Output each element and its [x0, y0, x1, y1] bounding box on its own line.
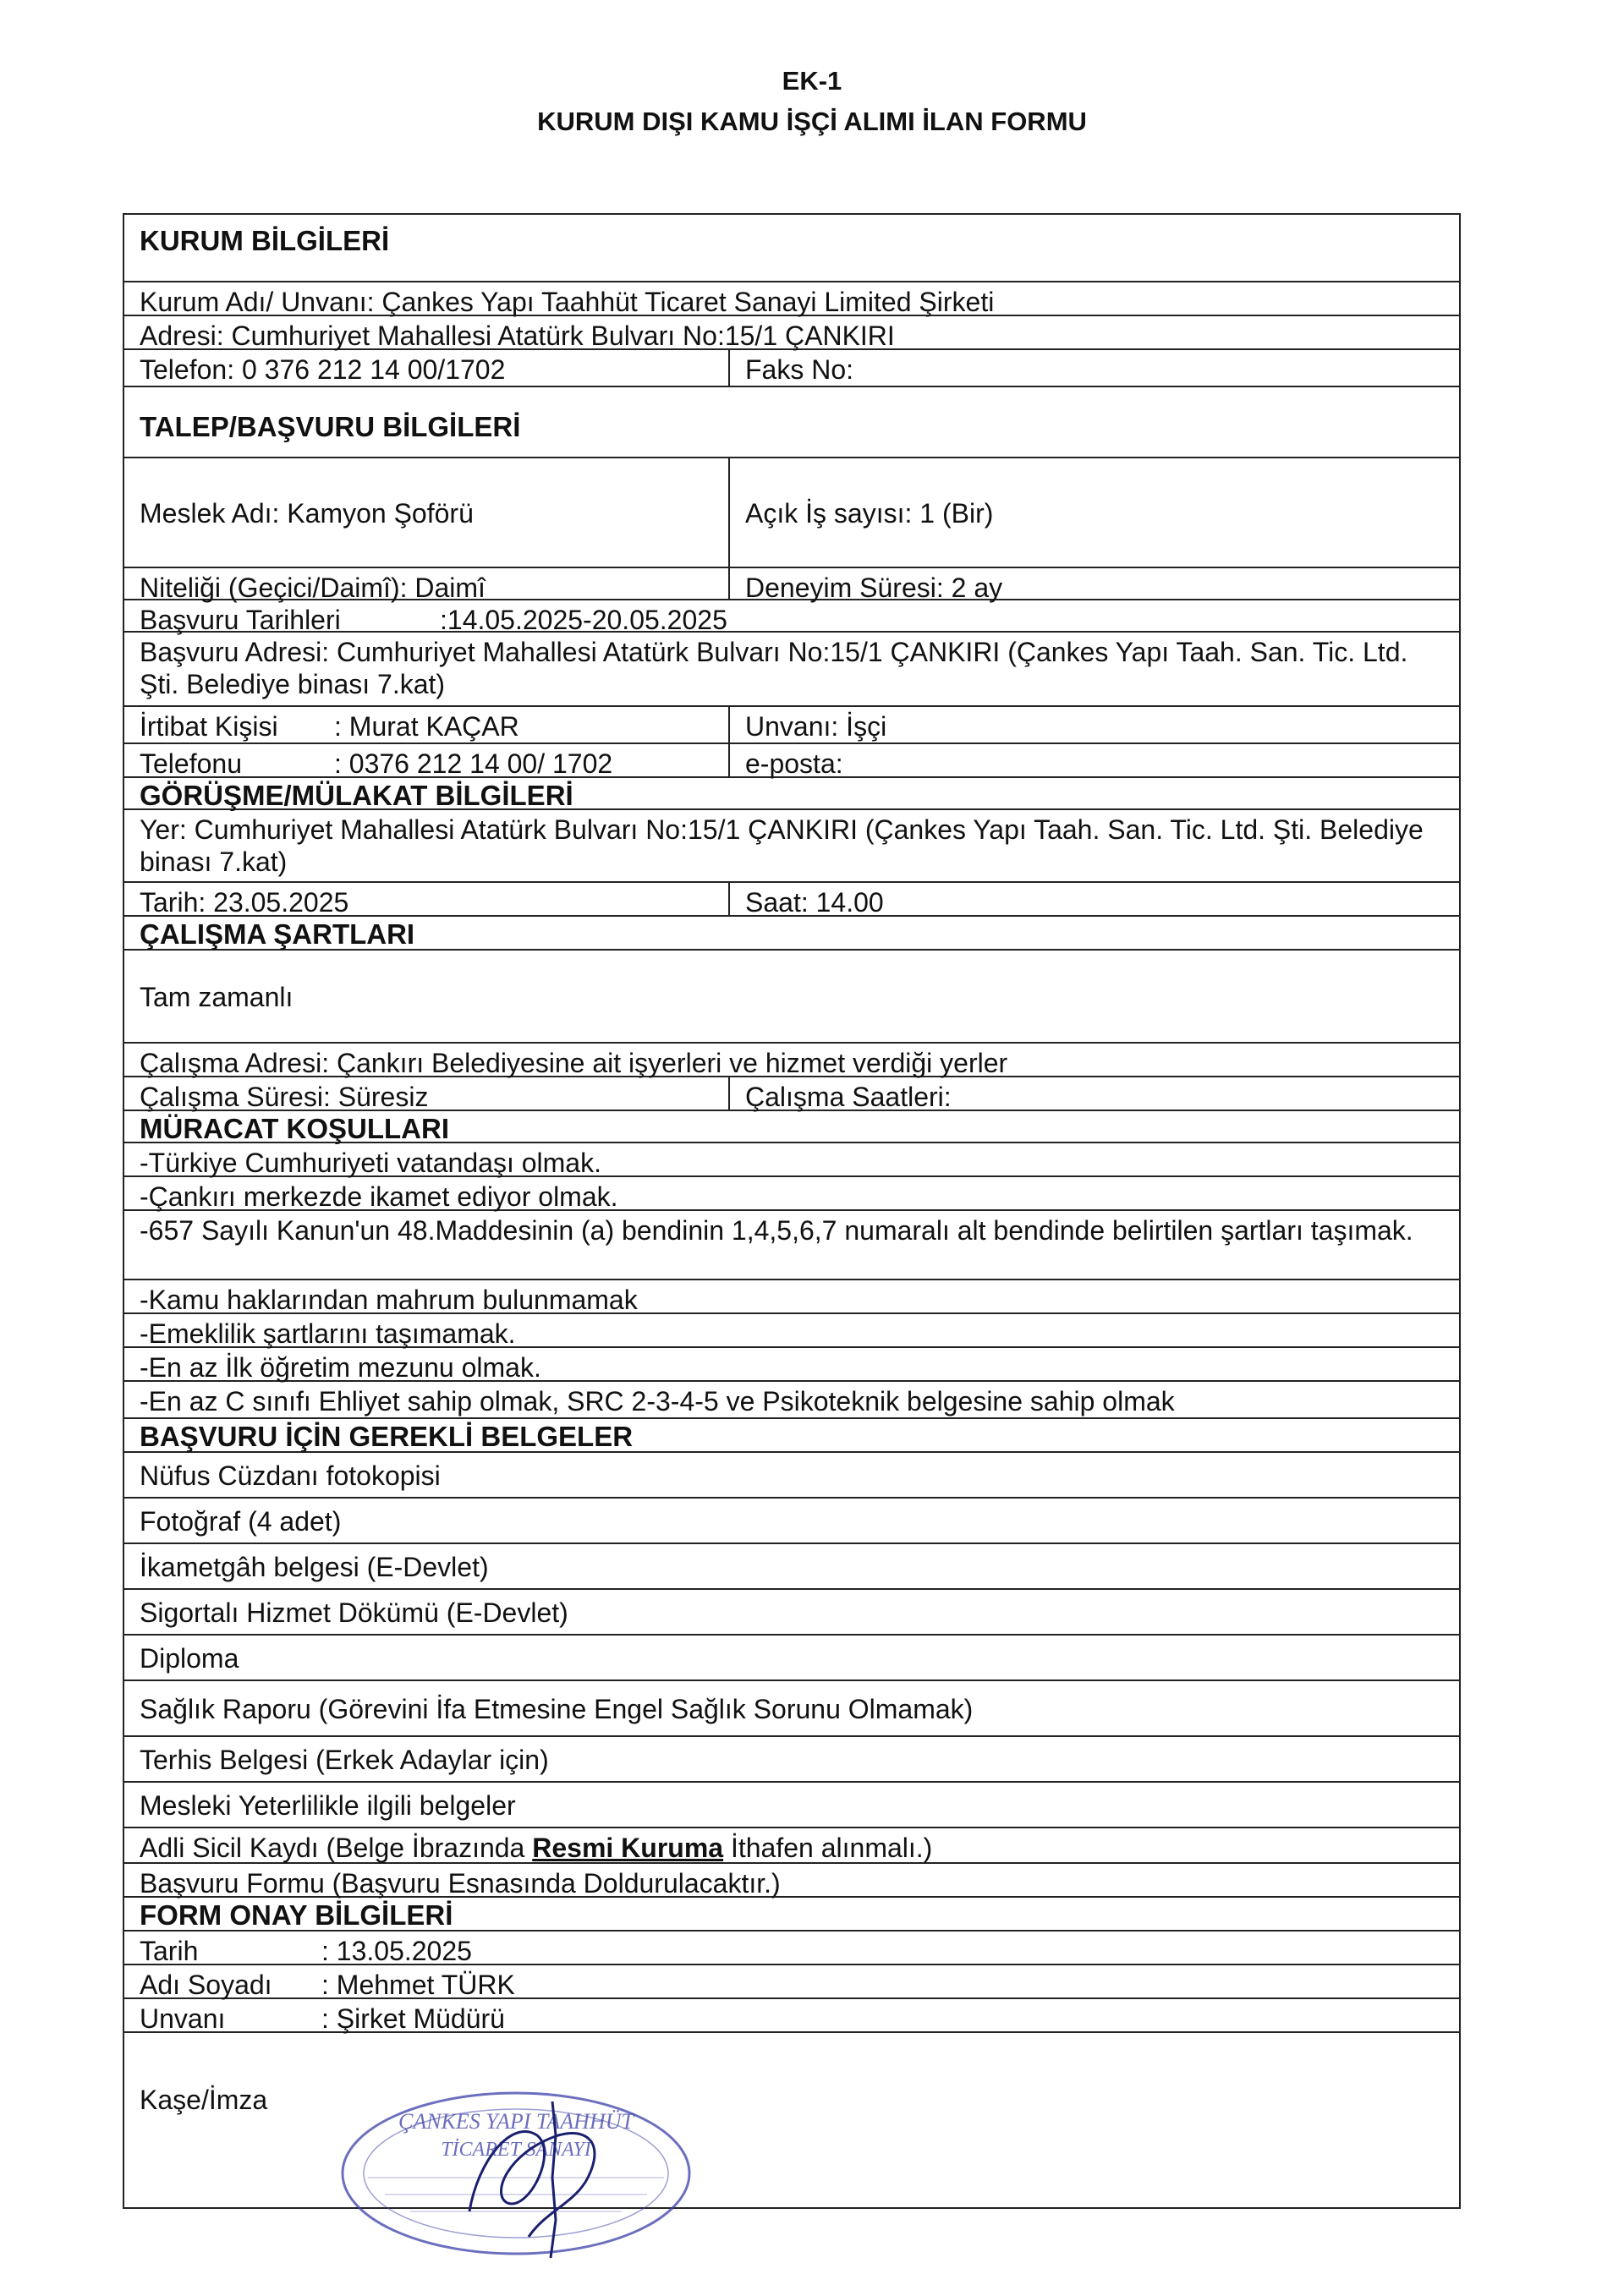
irtibat-value: : Murat KAÇAR: [334, 711, 519, 742]
calisma-suresi: Çalışma Süresi: Süresiz: [124, 1077, 730, 1110]
section-muracat: MÜRACAT KOŞULLARI: [140, 1113, 450, 1144]
adli-sicil: [124, 1828, 1459, 1862]
belge-item: Terhis Belgesi (Erkek Adaylar için): [140, 1745, 549, 1775]
kase-imza: Kaşe/İmza: [140, 2085, 268, 2115]
belge-item: Nüfus Cüzdanı fotokopisi: [140, 1460, 441, 1491]
belge-item: Mesleki Yeterlilikle ilgili belgeler: [140, 1790, 516, 1821]
irtibat-label: İrtibat Kişisi: [140, 711, 278, 742]
onay-unvan: [124, 1999, 1459, 2034]
onay-unvan-value: : Şirket Müdürü: [321, 2003, 505, 2034]
muracat-item: -657 Sayılı Kanun'un 48.Maddesinin (a) bendinin 1,4,5,6,7 numaralı alt bendinde belirtilen şartları taşımak.: [140, 1215, 1413, 1246]
meslek-adi: Meslek Adı: Kamyon Şoförü: [124, 458, 730, 567]
ilan-form: [123, 213, 1461, 2209]
calisma-adresi: Çalışma Adresi: Çankırı Belediyesine ait işyerleri ve hizmet verdiği yerler: [140, 1048, 1008, 1078]
muracat-item: -En az C sınıfı Ehliyet sahip olmak, SRC 2-3-4-5 ve Psikoteknik belgesine sahip olmak: [140, 1386, 1175, 1417]
kurum-adi: Kurum Adı/ Unvanı: Çankes Yapı Taahhüt Ticaret Sanayi Limited Şirketi: [140, 287, 995, 317]
section-onay: FORM ONAY BİLGİLERİ: [140, 1899, 453, 1931]
belge-item: İkametgâh belgesi (E-Devlet): [140, 1552, 489, 1582]
muracat-item: -Türkiye Cumhuriyeti vatandaşı olmak.: [140, 1148, 601, 1178]
calisma-saatleri: Çalışma Saatleri:: [745, 1082, 952, 1112]
kurum-adres: Adresi: Cumhuriyet Mahallesi Atatürk Bulvarı No:15/1 ÇANKIRI: [140, 321, 895, 351]
gorusme-yer: Yer: Cumhuriyet Mahallesi Atatürk Bulvarı No:15/1 ÇANKIRI (Çankes Yapı Taah. San. Tic. Ltd. Şti. Belediye binası 7.kat): [140, 814, 1424, 877]
belge-item: Sigortalı Hizmet Dökümü (E-Devlet): [140, 1597, 568, 1628]
onay-tarih: [124, 1932, 1459, 1964]
section-belgeler: BAŞVURU İÇİN GEREKLİ BELGELER: [140, 1421, 634, 1452]
onay-unvan-label: Unvanı: [140, 2003, 226, 2034]
onay-ad-soyad: [124, 1965, 1459, 2000]
telefon-label: Telefonu: [140, 748, 242, 779]
basvuru-tarihleri-value: :14.05.2025-20.05.2025: [440, 605, 727, 635]
irtibat-unvan: Unvanı: İşçi: [745, 711, 887, 742]
resmi-kuruma-text: Resmi Kuruma: [532, 1833, 724, 1863]
basvuru-tarihleri-label: Başvuru Tarihleri: [140, 605, 341, 635]
belge-item: Diploma: [140, 1643, 239, 1674]
irtibat-kisisi: [124, 707, 730, 743]
eposta: e-posta:: [745, 748, 843, 779]
basvuru-formu: Başvuru Formu (Başvuru Esnasında Doldurulacaktır.): [140, 1868, 781, 1899]
onay-tarih-value: : 13.05.2025: [321, 1936, 472, 1966]
adli-sicil-text-end: İthafen alınmalı.): [723, 1833, 933, 1863]
ek-label: EK-1: [782, 66, 842, 96]
calisma-tur: Tam zamanlı: [140, 982, 294, 1012]
basvuru-adresi: Başvuru Adresi: Cumhuriyet Mahallesi Atatürk Bulvarı No:15/1 ÇANKIRI (Çankes Yapı Taah. San. Tic. Ltd. Şti. Belediye binası 7.kat): [140, 637, 1408, 699]
onay-ad-value: : Mehmet TÜRK: [321, 1970, 515, 2000]
section-talep: TALEP/BAŞVURU BİLGİLERİ: [140, 411, 521, 442]
form-title: KURUM DIŞI KAMU İŞÇİ ALIMI İLAN FORMU: [537, 107, 1087, 136]
section-kurum: KURUM BİLGİLERİ: [140, 225, 390, 256]
stamp-text-1: ÇANKES YAPI TAAHHÜT: [398, 2109, 634, 2134]
gorusme-saat: Saat: 14.00: [745, 887, 884, 918]
nitelik: Niteliği (Geçici/Daimî): Daimî: [124, 568, 730, 599]
section-gorusme: GÖRÜŞME/MÜLAKAT BİLGİLERİ: [140, 780, 573, 811]
acik-is-sayisi: Açık İş sayısı: 1 (Bir): [745, 498, 994, 529]
company-stamp-signature: [334, 2085, 698, 2262]
muracat-item: -Çankırı merkezde ikamet ediyor olmak.: [140, 1181, 618, 1212]
kurum-faks: Faks No:: [745, 354, 854, 385]
gorusme-tarih: Tarih: 23.05.2025: [124, 883, 730, 915]
adli-sicil-text: Adli Sicil Kaydı (Belge İbrazında: [140, 1833, 533, 1863]
muracat-item: -Emeklilik şartlarını taşımamak.: [140, 1318, 516, 1349]
belge-item: Sağlık Raporu (Görevini İfa Etmesine Engel Sağlık Sorunu Olmamak): [140, 1694, 974, 1724]
stamp-text-2: TİCARET SANAYİ: [441, 2139, 591, 2161]
kurum-telefon: Telefon: 0 376 212 14 00/1702: [124, 350, 730, 386]
telefon-value: : 0376 212 14 00/ 1702: [334, 748, 613, 779]
belge-item: Fotoğraf (4 adet): [140, 1506, 342, 1537]
section-calisma: ÇALIŞMA ŞARTLARI: [140, 918, 415, 950]
muracat-item: -Kamu haklarından mahrum bulunmamak: [140, 1285, 638, 1315]
muracat-item: -En az İlk öğretim mezunu olmak.: [140, 1352, 541, 1383]
deneyim-suresi: Deneyim Süresi: 2 ay: [745, 573, 1003, 603]
basvuru-tarihleri: [124, 600, 1459, 635]
irtibat-telefon: [124, 744, 730, 779]
onay-ad-label: Adı Soyadı: [140, 1970, 272, 2000]
onay-tarih-label: Tarih: [140, 1936, 199, 1966]
